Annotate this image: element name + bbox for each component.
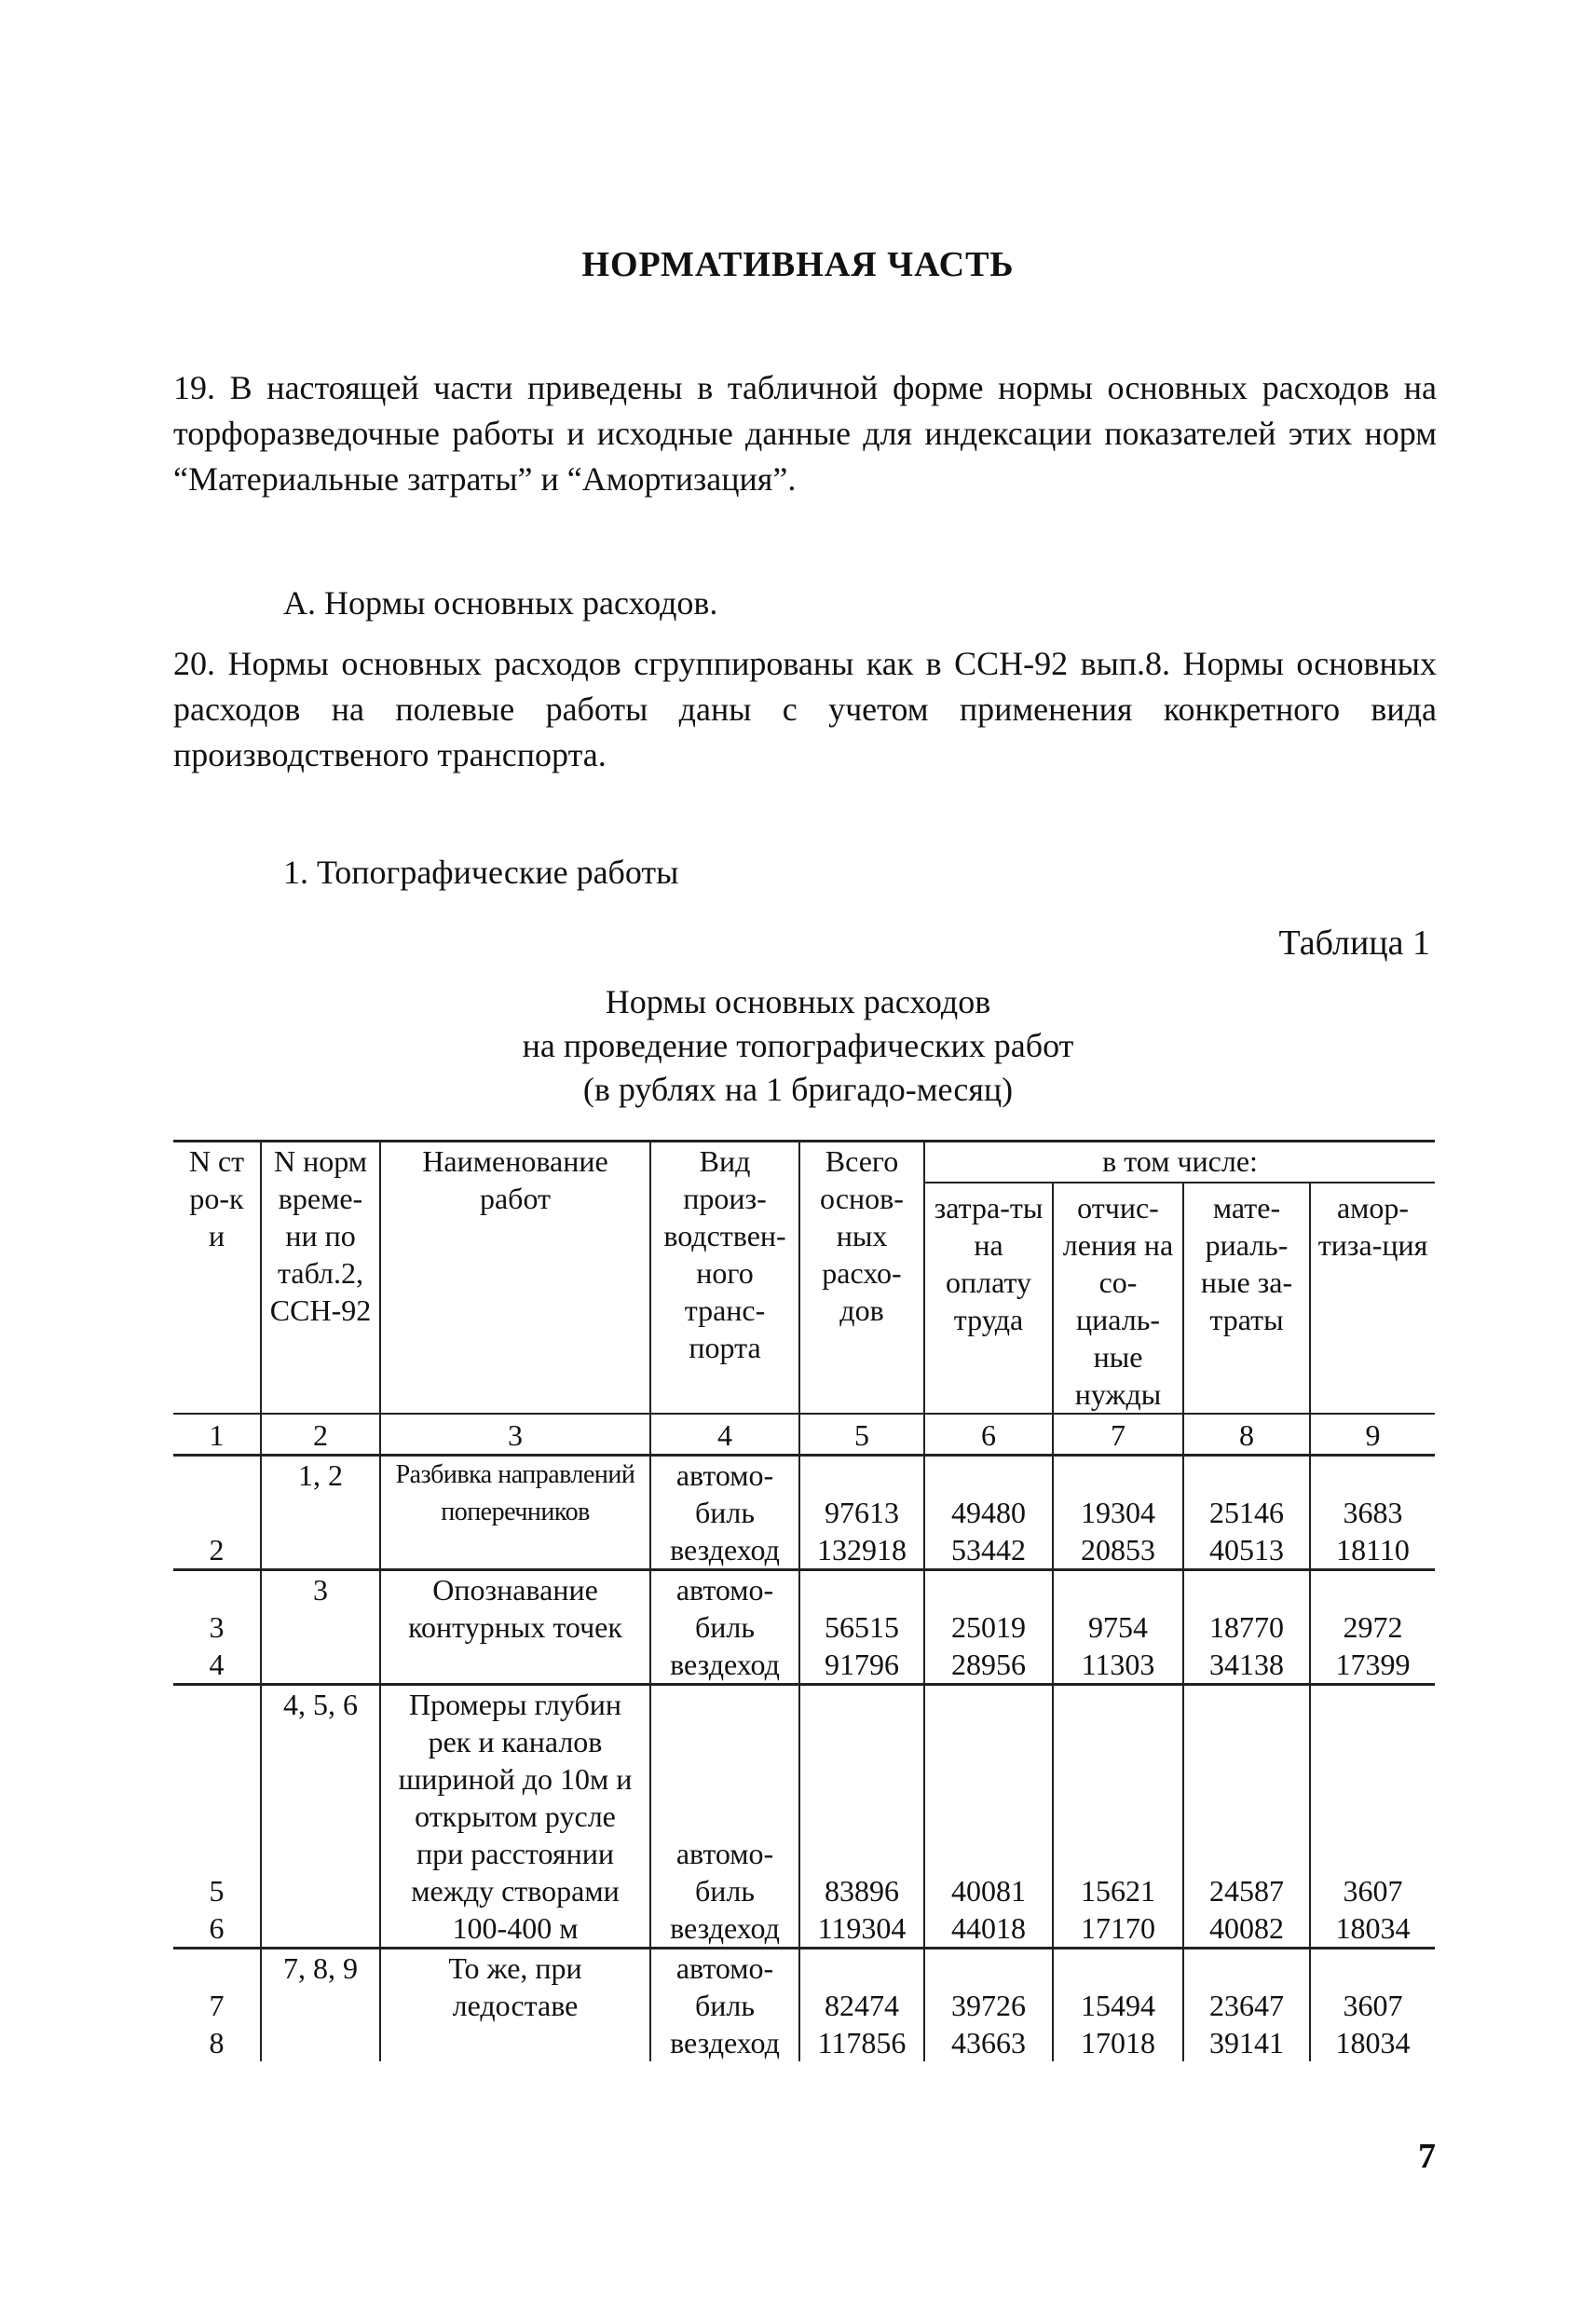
labor-cell: 49480 53442 xyxy=(924,1456,1053,1570)
column-number: 3 xyxy=(380,1414,650,1456)
total-cell: 56515 91796 xyxy=(799,1570,924,1685)
material-cell: 24587 40082 xyxy=(1183,1685,1310,1949)
header-transport: Вид произ-водствен-ного транс-порта xyxy=(650,1142,799,1415)
norm-ref-cell: 7, 8, 9 xyxy=(261,1949,380,2062)
column-number-row xyxy=(173,1414,1435,1456)
table-caption xyxy=(0,980,1596,1112)
header-labor: затра-ты на оплату труда xyxy=(924,1183,1053,1414)
column-number: 8 xyxy=(1183,1414,1310,1456)
row-number-cell: 3 4 xyxy=(173,1570,261,1685)
paragraph-20: 20. Нормы основных расходов сгруппированы как в ССН-92 вып.8. Нормы основных расходов на полевые работы даны с учетом применения конкретного вида производственого транспорта. xyxy=(173,645,1437,773)
caption-line-3: (в рублях на 1 бригадо-месяц) xyxy=(582,1071,1014,1108)
row-number-cell: 5 6 xyxy=(173,1685,261,1949)
header-including-group: в том числе: xyxy=(924,1142,1435,1183)
table-row-group xyxy=(173,1949,1435,2062)
total-cell: 82474 117856 xyxy=(799,1949,924,2062)
labor-cell: 40081 44018 xyxy=(924,1685,1053,1949)
social-cell: 15494 17018 xyxy=(1053,1949,1183,2062)
norm-ref-cell: 4, 5, 6 xyxy=(261,1685,380,1949)
work-name-cell: Опознавание контурных точек xyxy=(380,1570,650,1685)
amortization-cell: 3607 18034 xyxy=(1310,1949,1435,2062)
subsection-heading: 1. Топографические работы xyxy=(283,854,679,891)
transport-cell: автомо-биль вездеход xyxy=(650,1949,799,2062)
header-material: мате-риаль-ные за-траты xyxy=(1183,1183,1310,1414)
page-number: 7 xyxy=(1418,2137,1436,2176)
social-cell: 19304 20853 xyxy=(1053,1456,1183,1570)
labor-cell: 25019 28956 xyxy=(924,1570,1053,1685)
row-number-cell: 2 xyxy=(173,1456,261,1570)
column-number: 4 xyxy=(650,1414,799,1456)
transport-cell: автомо-биль вездеход xyxy=(650,1570,799,1685)
amortization-cell: 3607 18034 xyxy=(1310,1685,1435,1949)
norm-ref-cell: 1, 2 xyxy=(261,1456,380,1570)
column-number: 2 xyxy=(261,1414,380,1456)
column-number: 5 xyxy=(799,1414,924,1456)
amortization-cell: 3683 18110 xyxy=(1310,1456,1435,1570)
row-number-cell: 7 8 xyxy=(173,1949,261,2062)
norms-table xyxy=(173,1140,1435,2061)
header-row xyxy=(173,1142,1435,1183)
table-row-group xyxy=(173,1570,1435,1685)
table-row-group xyxy=(173,1685,1435,1949)
header-norm-ref: N норм време-ни по табл.2, ССН-92 xyxy=(261,1142,380,1415)
transport-cell: автомо-биль вездеход xyxy=(650,1685,799,1949)
transport-cell: автомо-биль вездеход xyxy=(650,1456,799,1570)
column-number: 7 xyxy=(1053,1414,1183,1456)
social-cell: 15621 17170 xyxy=(1053,1685,1183,1949)
caption-line-1: Нормы основных расходов xyxy=(605,983,991,1020)
header-social: отчис-ления на со-циаль-ные нужды xyxy=(1053,1183,1183,1414)
norm-ref-cell: 3 xyxy=(261,1570,380,1685)
header-total: Всего основ-ных расхо-дов xyxy=(799,1142,924,1415)
table-label: Таблица 1 xyxy=(1278,923,1430,963)
total-cell: 97613 132918 xyxy=(799,1456,924,1570)
section-title: НОРМАТИВНАЯ ЧАСТЬ xyxy=(581,245,1015,284)
amortization-cell: 2972 17399 xyxy=(1310,1570,1435,1685)
column-number: 6 xyxy=(924,1414,1053,1456)
material-cell: 18770 34138 xyxy=(1183,1570,1310,1685)
header-amortization: амор-тиза-ция xyxy=(1310,1183,1435,1414)
header-row-number: N стро-ки xyxy=(173,1142,261,1415)
header-work-name: Наименование работ xyxy=(380,1142,650,1415)
labor-cell: 39726 43663 xyxy=(924,1949,1053,2062)
column-number: 1 xyxy=(173,1414,261,1456)
social-cell: 9754 11303 xyxy=(1053,1570,1183,1685)
work-name-cell: То же, при ледоставе xyxy=(380,1949,650,2062)
material-cell: 25146 40513 xyxy=(1183,1456,1310,1570)
paragraph-19: 19. В настоящей части приведены в табличной форме нормы основных расходов на торфоразведочные работы и исходные данные для индексации показателей этих норм “Материальные затраты” и “Амортизация”. xyxy=(173,369,1437,498)
total-cell: 83896 119304 xyxy=(799,1685,924,1949)
work-name-cell: Промеры глубин рек и каналов шириной до 10м и открытом русле при расстоянии между створами 100-400 м xyxy=(380,1685,650,1949)
table-row-group xyxy=(173,1456,1435,1570)
column-number: 9 xyxy=(1310,1414,1435,1456)
caption-line-2: на проведение топографических работ xyxy=(522,1027,1074,1064)
section-a-heading: А. Нормы основных расходов. xyxy=(283,584,718,622)
work-name-cell: Разбивка направлений поперечников xyxy=(380,1456,650,1570)
material-cell: 23647 39141 xyxy=(1183,1949,1310,2062)
